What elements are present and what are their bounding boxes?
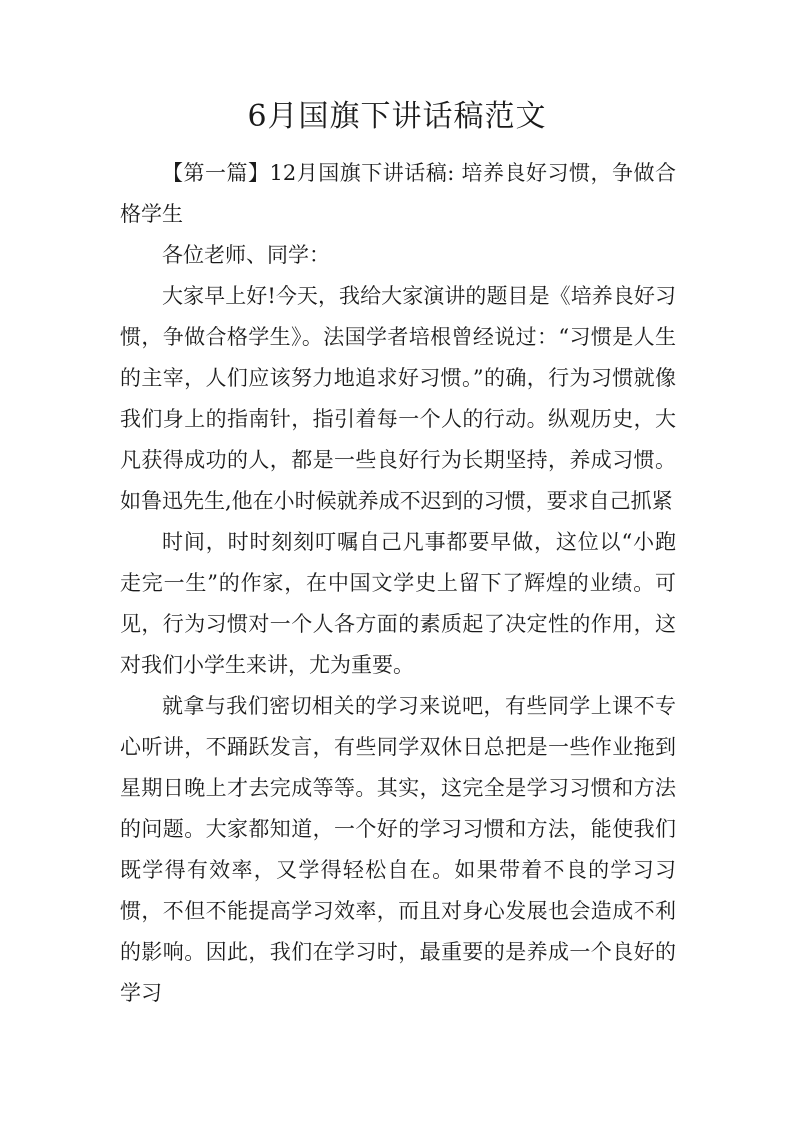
paragraph-study-habits: 就拿与我们密切相关的学习来说吧，有些同学上课不专心听讲，不踊跃发言，有些同学双休日总把是一些作业拖到星期日晚上才去完成等等。其实，这完全是学习习惯和方法的问题。大家都知道，一个好的学习习惯和方法，能使我们既学得有效率，又学得轻松自在。如果带着不良的学习习惯，不但不能提高学习效率，而且对身心发展也会造成不利的影响。因此，我们在学习时，最重要的是养成一个良好的学习 (120, 694, 676, 1005)
document-title: 6月国旗下讲话稿范文 (247, 99, 547, 134)
paragraph-intro: 大家早上好!今天，我给大家演讲的题目是《培养良好习惯，争做合格学生》。法国学者培根曾经说过：“习惯是人生的主宰，人们应该努力地追求好习惯。”的确，行为习惯就像我们身上的指南针，指引着每一个人的行动。纵观历史，大凡获得成功的人，都是一些良好行为长期坚持，养成习惯。如鲁迅先生,他在小时候就养成不迟到的习惯，要求自己抓紧 (120, 284, 676, 513)
paragraph-heading: 【第一篇】12月国旗下讲话稿: 培养良好习惯，争做合格学生 (120, 161, 676, 226)
paragraph-continuation: 时间，时时刻刻叮嘱自己凡事都要早做，这位以“小跑走完一生”的作家，在中国文学史上留下了辉煌的业绩。可见，行为习惯对一个人各方面的素质起了决定性的作用，这对我们小学生来讲，尤为重要。 (120, 530, 676, 677)
paragraph-greeting: 各位老师、同学： (162, 243, 330, 267)
document-body (120, 153, 676, 1014)
